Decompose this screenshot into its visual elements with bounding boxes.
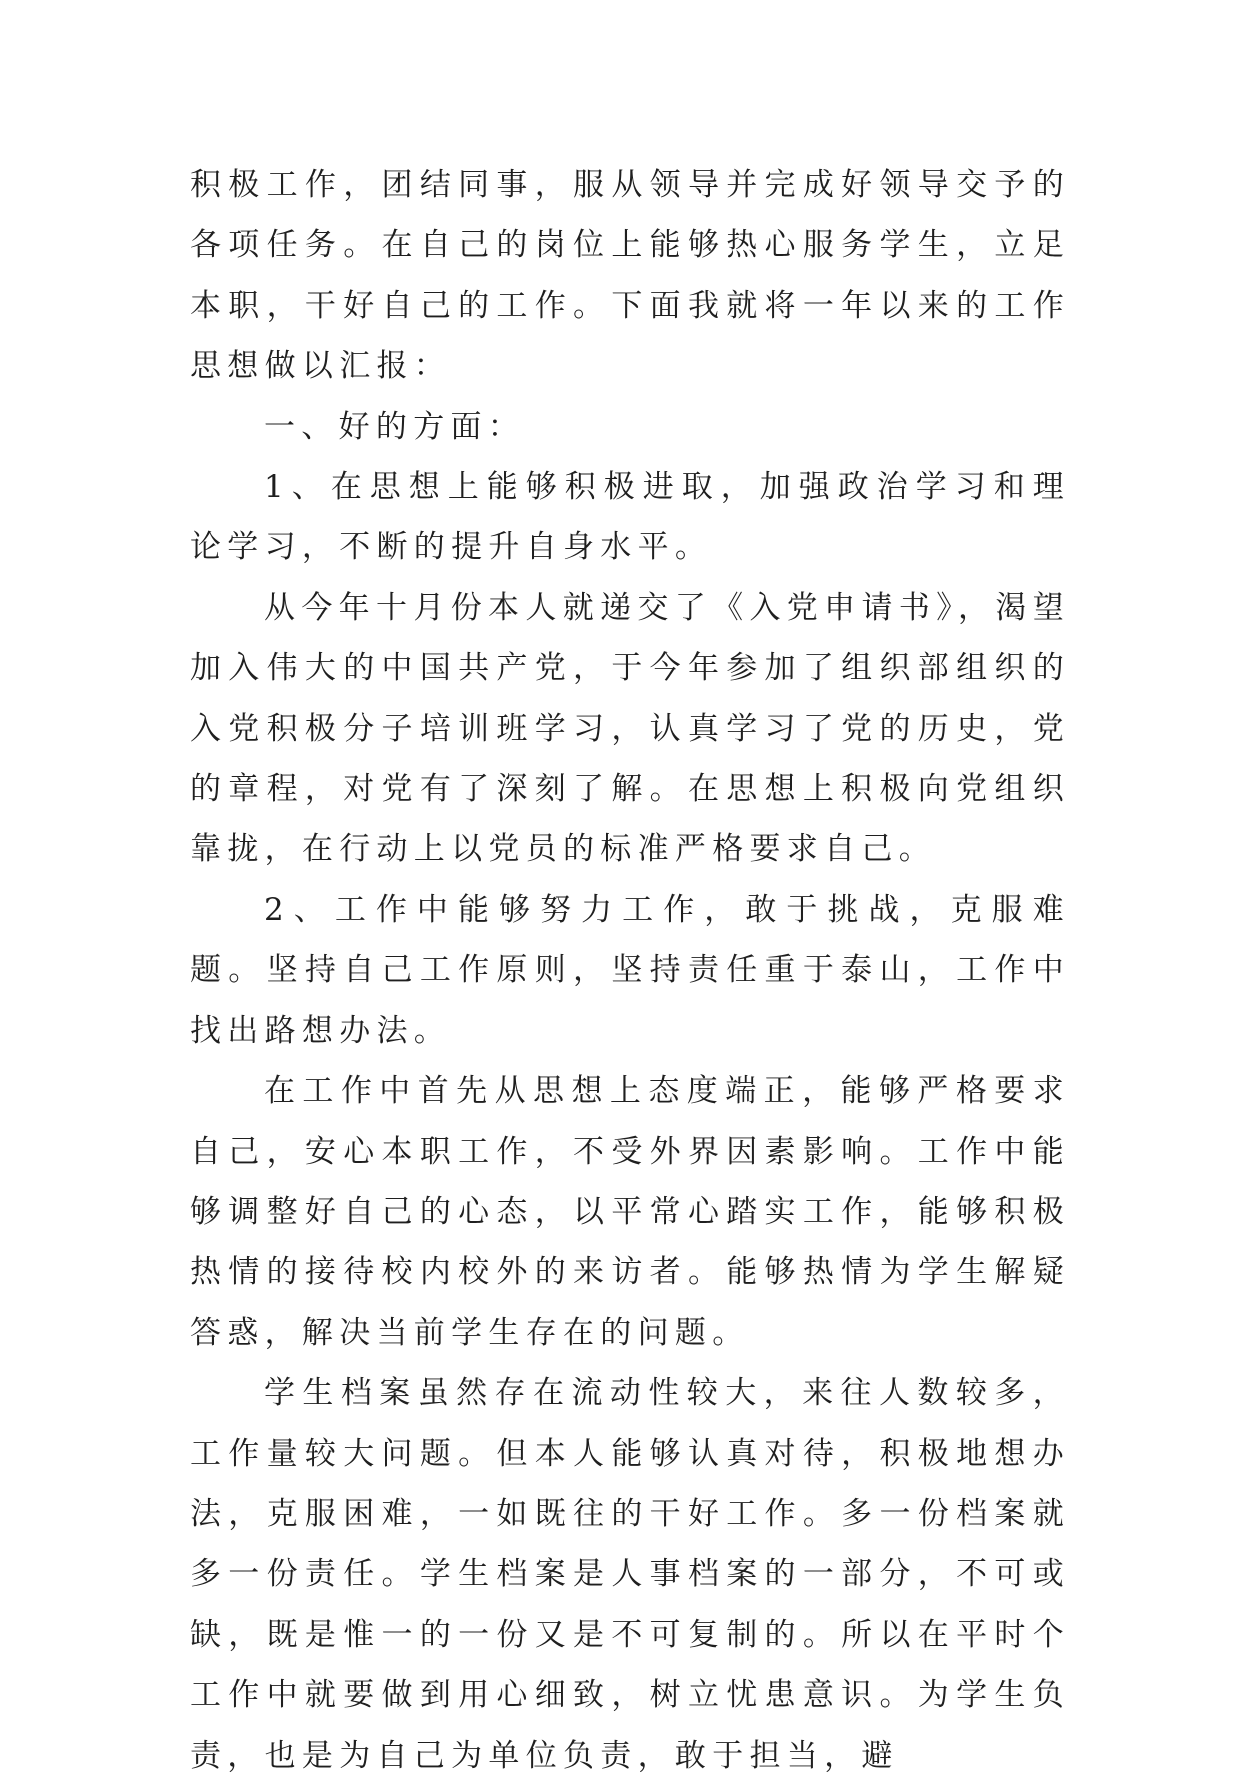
paragraph-point-2: 2、工作中能够努力工作，敢于挑战，克服难题。坚持自己工作原则，坚持责任重于泰山，工作中找出路想办法。 [190, 891, 1070, 1049]
paragraph-work-attitude: 在工作中首先从思想上态度端正，能够严格要求自己，安心本职工作，不受外界因素影响。工作中能够调整好自己的心态，以平常心踏实工作，能够积极热情的接待校内校外的来访者。能够热情为学生解疑答惑，解决当前学生存在的问题。 [190, 1073, 1070, 1351]
paragraph-1: 积极工作，团结同事，服从领导并完成好领导交予的各项任务。在自己的岗位上能够热心服务学生，立足本职，干好自己的工作。下面我就将一年以来的工作思想做以汇报： [190, 167, 1070, 385]
paragraph-party-application: 从今年十月份本人就递交了《入党申请书》，渴望加入伟大的中国共产党，于今年参加了组织部组织的入党积极分子培训班学习，认真学习了党的历史，党的章程，对党有了深刻了解。在思想上积极向党组织靠拢，在行动上以党员的标准严格要求自己。 [190, 589, 1070, 868]
paragraph-student-archives: 学生档案虽然存在流动性较大，来往人数较多，工作量较大问题。但本人能够认真对待，积极地想办法，克服困难，一如既往的干好工作。多一份档案就多一份责任。学生档案是人事档案的一部分，不可或缺，既是惟一的一份又是不可复制的。所以在平时个工作中就要做到用心细致，树立忧患意识。为学生负责，也是为自己为单位负责，敢于担当，避 [190, 1375, 1070, 1774]
paragraph-point-1: 1、在思想上能够积极进取，加强政治学习和理论学习，不断的提升自身水平。 [190, 469, 1070, 566]
document-body [190, 155, 1070, 1786]
section-heading-good-aspects: 一、好的方面： [264, 408, 526, 445]
